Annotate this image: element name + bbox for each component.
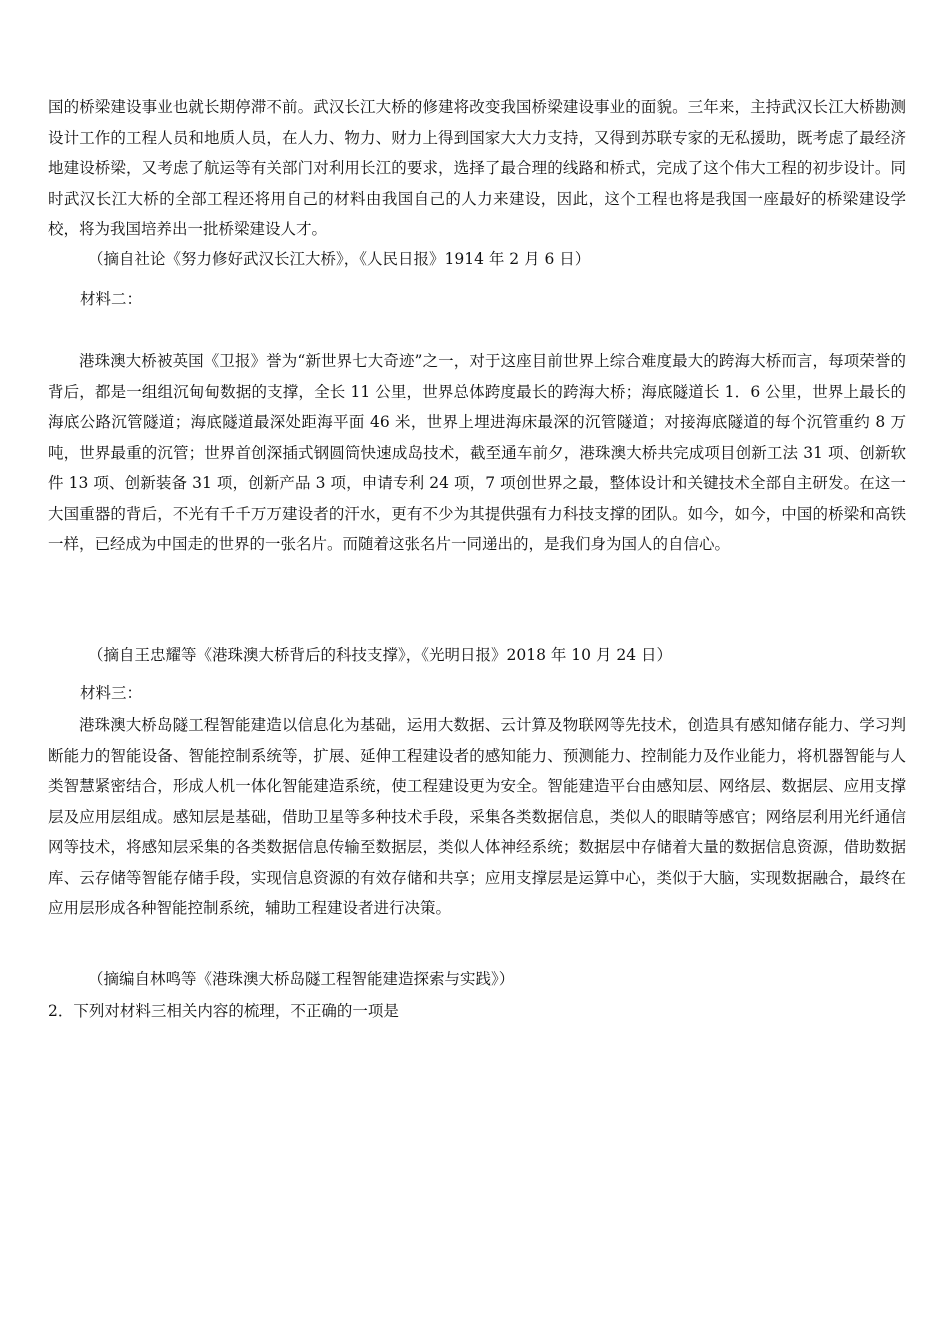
material3-source-citation: （摘编自林鸣等《港珠澳大桥岛隧工程智能建造探索与实践》） (88, 970, 515, 988)
material3-paragraph: 港珠澳大桥岛隧工程智能建造以信息化为基础，运用大数据、云计算及物联网等先技术，创造具有感知储存能力、学习判断能力的智能设备、智能控制系统等，扩展、延伸工程建设者的感知能力、预测能力、控制能力及作业能力，将机器智能与人类智慧紧密结合，形成人机一体化智能建造系统，使工程建设更为安全。智能建造平台由感知层、网络层、数据层、应用支撑层及应用层组成。感知层是基础，借助卫星等多种技术手段，采集各类数据信息，类似人的眼睛等感官；网络层利用光纤通信网等技术，将感知层采集的各类数据信息传输至数据层，类似人体神经系统；数据层中存储着大量的数据信息资源，借助数据库、云存储等智能存储手段，实现信息资源的有效存储和共享；应用支撑层是运算中心，类似于大脑，实现数据融合，最终在应用层形成各种智能控制系统，辅助工程建设者进行决策。 (48, 716, 906, 917)
question-2-stem: 2．下列对材料三相关内容的梳理，不正确的一项是 (48, 1002, 399, 1020)
material1-paragraph: 国的桥梁建设事业也就长期停滞不前。武汉长江大桥的修建将改变我国桥梁建设事业的面貌。三年来，主持武汉长江大桥勘测设计工作的工程人员和地质人员，在人力、物力、财力上得到国家大大力支持，又得到苏联专家的无私援助，既考虑了最经济地建设桥梁，又考虑了航运等有关部门对利用长江的要求，选择了最合理的线路和桥式，完成了这个伟大工程的初步设计。同时武汉长江大桥的全部工程还将用自己的材料由我国自己的人力来建设，因此，这个工程也将是我国一座最好的桥梁建设学校，将为我国培养出一批桥梁建设人才。 (48, 98, 906, 238)
material2-label: 材料二： (80, 290, 143, 308)
material2-source-citation: （摘自王忠耀等《港珠澳大桥背后的科技支撑》，《光明日报》2018 年 10 月 24 日） (88, 646, 673, 664)
material3-label: 材料三： (80, 684, 143, 702)
material2-paragraph: 港珠澳大桥被英国《卫报》誉为“新世界七大奇迹”之一，对于这座目前世界上综合难度最大的跨海大桥而言，每项荣誉的背后，都是一组组沉甸甸数据的支撑，全长 11 公里，世界总体跨度最长的跨海大桥；海底隧道长 1．6 公里，世界上最长的海底公路沉管隧道；海底隧道最深处距海平面 46 米，世界上埋进海床最深的沉管隧道；对接海底隧道的每个沉管重约 8 万吨，世界最重的沉管；世界首创深插式钢圆筒快速成岛技术，截至通车前夕，港珠澳大桥共完成项目创新工法 31 项、创新软件 13 项、创新装备 31 项，创新产品 3 项，申请专利 24 项，7 项创世界之最，整体设计和关键技术全部自主研发。在这一大国重器的背后，不光有千千万万建设者的汗水，更有不少为其提供强有力科技支撑的团队。如今，如今，中国的桥梁和高铁一样，已经成为中国走的世界的一张名片。而随着这张名片一同递出的，是我们身为国人的自信心。 (48, 352, 906, 553)
material1-source-citation: （摘自社论《努力修好武汉长江大桥》，《人民日报》1914 年 2 月 6 日） (88, 250, 591, 268)
